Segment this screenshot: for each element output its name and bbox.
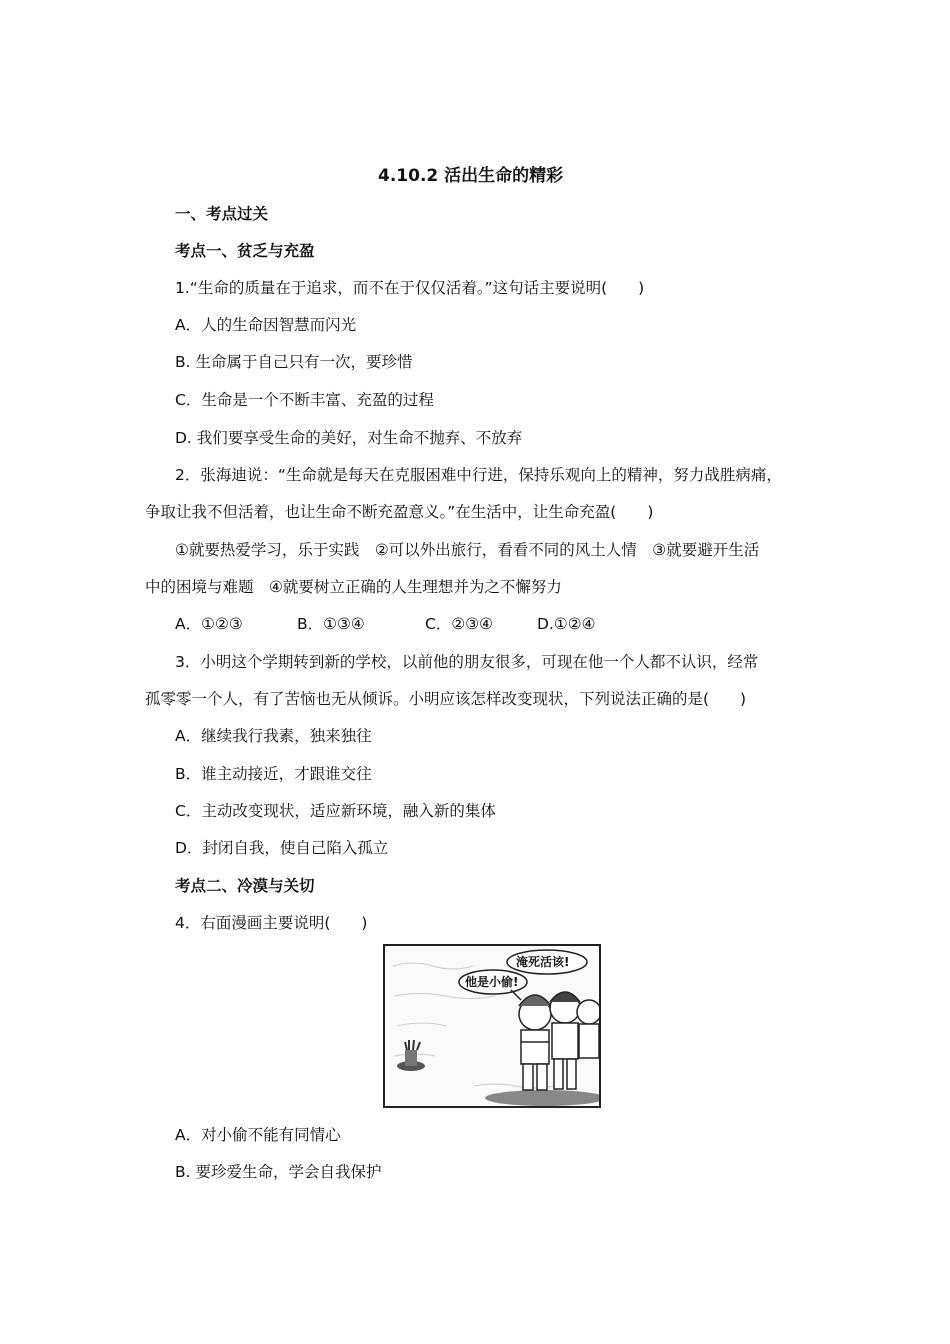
question-2-options <box>175 614 596 634</box>
question-2-stem-line1: 2．张海迪说：“生命就是每天在克服困难中行进，保持乐观向上的精神，努力战胜病痛， <box>175 466 782 484</box>
question-3-stem-line1: 3．小明这个学期转到新的学校，以前他的朋友很多，可现在他一个人都不认识，经常 <box>175 653 759 671</box>
question-1-stem: 1.“生命的质量在于追求，而不在于仅仅活着。”这句话主要说明( ) <box>175 279 645 297</box>
question-3-option-a: A．继续我行我素，独来独往 <box>175 727 372 745</box>
speech-bubble-1: 淹死活该! <box>516 955 570 969</box>
kaodian-heading-1: 考点一、贫乏与充盈 <box>175 242 315 260</box>
cartoon-image <box>383 944 601 1108</box>
question-1-option-d: D. 我们要享受生命的美好，对生命不抛弃、不放弃 <box>175 429 523 447</box>
question-2-option-a: A．①②③ <box>175 615 243 633</box>
question-2-option-b: B．①③④ <box>297 615 365 633</box>
speech-bubble-2: 他是小偷! <box>465 975 519 989</box>
kaodian-heading-2: 考点二、冷漠与关切 <box>175 877 315 895</box>
question-2-items-line2: 中的困境与难题 ④就要树立正确的人生理想并为之不懈努力 <box>145 578 562 596</box>
question-3-option-d: D．封闭自我，使自己陷入孤立 <box>175 839 389 857</box>
question-1-option-c: C．生命是一个不断丰富、充盈的过程 <box>175 391 434 409</box>
question-4-stem: 4．右面漫画主要说明( ) <box>175 914 368 932</box>
question-3-option-c: C．主动改变现状，适应新环境，融入新的集体 <box>175 802 496 820</box>
question-3-option-b: B．谁主动接近，才跟谁交往 <box>175 765 372 783</box>
page-title: 4.10.2 活出生命的精彩 <box>378 166 564 186</box>
question-2-items-line1: ①就要热爱学习，乐于实践 ②可以外出旅行，看看不同的风土人情 ③就要避开生活 <box>175 541 760 559</box>
question-2-option-d: D.①②④ <box>537 615 596 633</box>
question-2-stem-line2: 争取让我不但活着，也让生命不断充盈意义。”在生活中，让生命充盈( ) <box>145 503 654 521</box>
question-3-stem-line2: 孤零零一个人，有了苦恼也无从倾诉。小明应该怎样改变现状，下列说法正确的是( ) <box>145 690 747 708</box>
section-heading: 一、考点过关 <box>175 205 269 223</box>
question-4-option-a: A．对小偷不能有同情心 <box>175 1126 341 1144</box>
question-2-option-c: C．②③④ <box>425 615 494 633</box>
question-4-option-b: B. 要珍爱生命，学会自我保护 <box>175 1163 382 1181</box>
question-1-option-b: B. 生命属于自己只有一次，要珍惜 <box>175 353 413 371</box>
question-1-option-a: A．人的生命因智慧而闪光 <box>175 316 357 334</box>
